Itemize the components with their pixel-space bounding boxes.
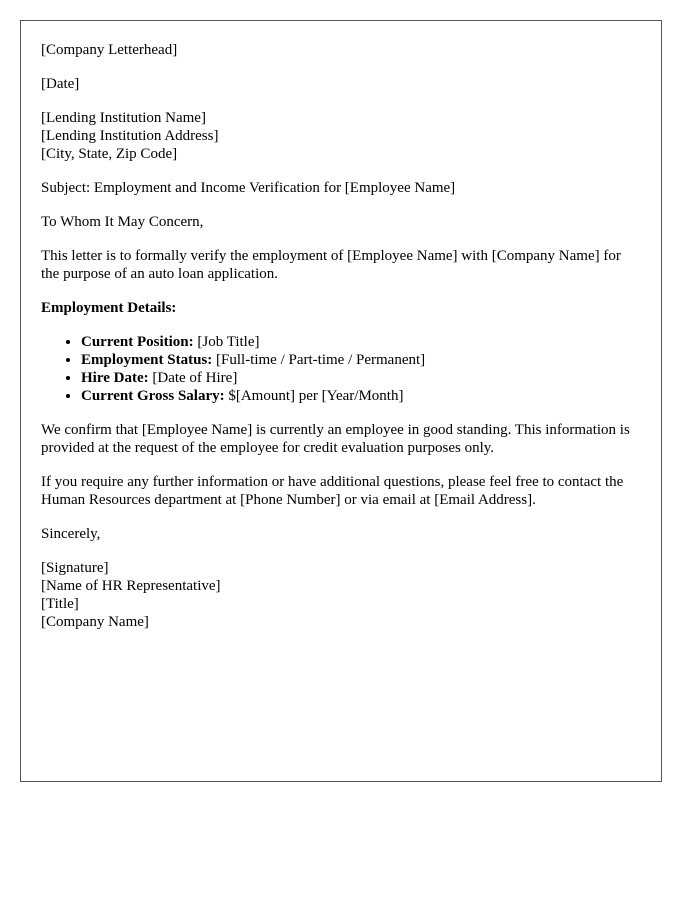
detail-label: Current Gross Salary: (81, 388, 225, 404)
hr-representative-name: [Name of HR Representative] (41, 578, 221, 594)
signature-block (41, 559, 641, 631)
detail-value: [Job Title] (193, 334, 260, 350)
recipient-name: [Lending Institution Name] (41, 110, 206, 126)
closing: Sincerely, (41, 526, 101, 542)
detail-value: [Full-time / Part-time / Permanent] (212, 352, 426, 368)
salutation: To Whom It May Concern, (41, 214, 204, 230)
list-item-status (81, 351, 641, 369)
employment-details-list (41, 333, 641, 405)
list-item-position (81, 333, 641, 351)
detail-label: Current Position: (81, 334, 194, 350)
recipient-address: [Lending Institution Address] (41, 128, 219, 144)
letter-date: [Date] (41, 76, 80, 92)
signature: [Signature] (41, 560, 109, 576)
detail-value: $[Amount] per [Year/Month] (224, 388, 404, 404)
recipient-address-block (41, 109, 641, 163)
letter-page (20, 20, 662, 782)
employment-details-heading: Employment Details: (41, 300, 177, 316)
detail-label: Employment Status: (81, 352, 213, 368)
company-name: [Company Name] (41, 614, 149, 630)
contact-paragraph: If you require any further information or have additional questions, please feel free to contact the Human Resources department at [Phone Number] or via email at [Email Address]. (41, 474, 624, 508)
list-item-salary (81, 387, 641, 405)
list-item-hire-date (81, 369, 641, 387)
recipient-city-state-zip: [City, State, Zip Code] (41, 146, 178, 162)
company-letterhead: [Company Letterhead] (41, 42, 178, 58)
intro-paragraph: This letter is to formally verify the employment of [Employee Name] with [Company Name] for the purpose of an auto loan application. (41, 248, 621, 282)
confirmation-paragraph: We confirm that [Employee Name] is currently an employee in good standing. This information is provided at the request of the employee for credit evaluation purposes only. (41, 422, 630, 456)
detail-label: Hire Date: (81, 370, 149, 386)
hr-representative-title: [Title] (41, 596, 79, 612)
subject-line: Subject: Employment and Income Verification for [Employee Name] (41, 180, 456, 196)
detail-value: [Date of Hire] (148, 370, 238, 386)
